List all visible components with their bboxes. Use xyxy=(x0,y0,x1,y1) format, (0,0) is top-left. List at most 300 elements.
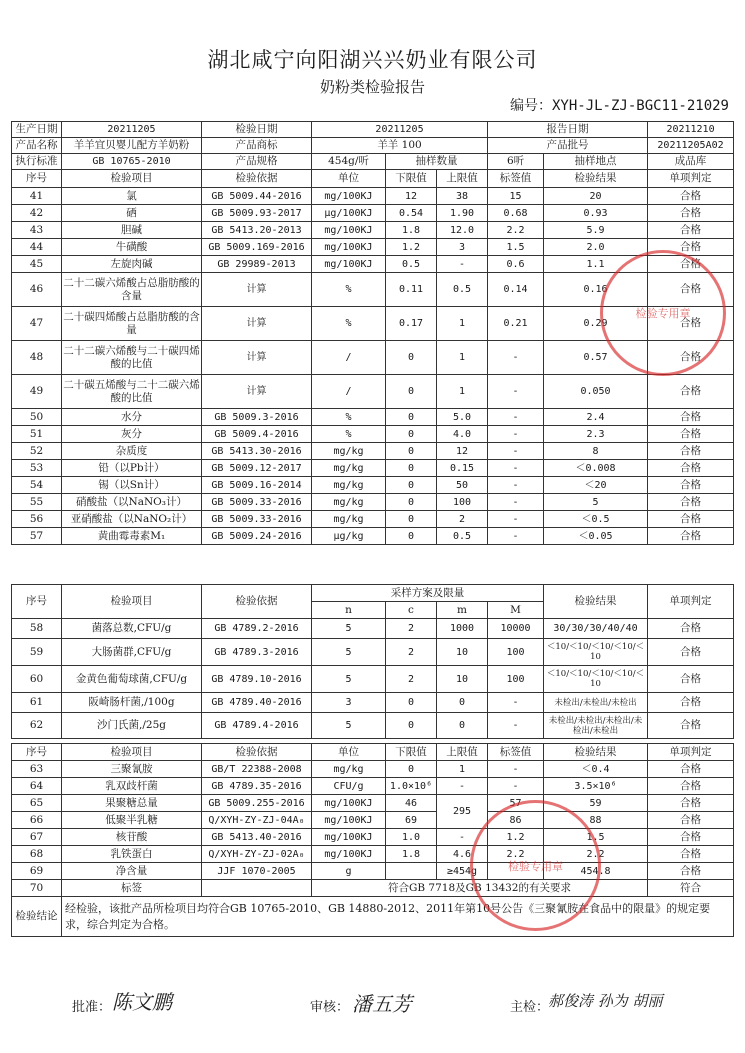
micro-header-no: 序号 xyxy=(12,585,62,619)
table-row xyxy=(12,188,734,205)
micro-header-row-1 xyxy=(12,585,734,602)
row-no: 55 xyxy=(12,494,62,511)
row-unit: mg/100KJ xyxy=(312,829,386,846)
report-date: 20211210 xyxy=(648,122,734,138)
row-unit: mg/kg xyxy=(312,511,386,528)
row-n: 5 xyxy=(312,639,386,666)
table-row xyxy=(12,341,734,375)
row-verdict: 合格 xyxy=(648,273,734,307)
row-n: 5 xyxy=(312,666,386,693)
row-basis: GB 5413.40-2016 xyxy=(202,829,312,846)
header-result: 检验结果 xyxy=(544,170,648,188)
table-row xyxy=(12,494,734,511)
row-result: 59 xyxy=(544,795,648,812)
row-basis: GB 5009.4-2016 xyxy=(202,426,312,443)
row-lower: 0 xyxy=(386,477,437,494)
row-basis: 计算 xyxy=(202,273,312,307)
conclusion-row xyxy=(12,897,734,937)
row-label: - xyxy=(488,460,544,477)
row-item: 阪崎肠杆菌,/100g xyxy=(62,693,202,713)
row-no: 44 xyxy=(12,239,62,256)
row-no: 57 xyxy=(12,528,62,545)
row-item: 杂质度 xyxy=(62,443,202,460)
row-item: 胆碱 xyxy=(62,222,202,239)
row-verdict: 合格 xyxy=(648,477,734,494)
row-unit: mg/kg xyxy=(312,477,386,494)
micro-header-basis: 检验依据 xyxy=(202,585,312,619)
row-verdict: 合格 xyxy=(648,761,734,778)
row-label: - xyxy=(488,511,544,528)
info-row-2 xyxy=(12,138,734,154)
row-unit: mg/100KJ xyxy=(312,188,386,205)
row-upper: 4.6 xyxy=(437,846,488,863)
header-item: 检验项目 xyxy=(62,170,202,188)
row-item: 硝酸盐（以NaNO₃计） xyxy=(62,494,202,511)
row-basis: 计算 xyxy=(202,341,312,375)
conclusion-text: 经检验，该批产品所检项目均符合GB 10765-2010、GB 14880-2012、2011年第10号公告《三聚氰胺在食品中的限量》的规定要求，综合判定为合格。 xyxy=(62,897,734,937)
row-result: 5 xyxy=(544,494,648,511)
micro-header-verdict: 单项判定 xyxy=(648,585,734,619)
prod-date-label: 生产日期 xyxy=(12,122,62,138)
row-result: 30/30/30/40/40 xyxy=(544,619,648,639)
row-lower: 0 xyxy=(386,494,437,511)
row-no: 63 xyxy=(12,761,62,778)
row-basis xyxy=(202,880,312,897)
row-no: 59 xyxy=(12,639,62,666)
row-verdict: 合格 xyxy=(648,460,734,477)
approve-label: 批准： xyxy=(72,1000,112,1015)
row-no: 68 xyxy=(12,846,62,863)
row-item: 锡（以Sn计） xyxy=(62,477,202,494)
row-verdict: 合格 xyxy=(648,239,734,256)
row-verdict: 合格 xyxy=(648,829,734,846)
row-verdict: 合格 xyxy=(648,426,734,443)
sample-place-label: 抽样地点 xyxy=(544,154,648,170)
row-no: 46 xyxy=(12,273,62,307)
row-verdict: 合格 xyxy=(648,666,734,693)
table-row xyxy=(12,666,734,693)
review-label: 审核： xyxy=(310,1000,350,1015)
row-verdict: 合格 xyxy=(648,443,734,460)
table-header-row xyxy=(12,170,734,188)
row-item: 二十碳五烯酸与二十二碳六烯酸的比值 xyxy=(62,375,202,409)
row-item: 乳铁蛋白 xyxy=(62,846,202,863)
trademark-label: 产品商标 xyxy=(202,138,312,154)
row-lower: 0.11 xyxy=(386,273,437,307)
table-row xyxy=(12,409,734,426)
row-lower: 0 xyxy=(386,375,437,409)
row-lower: 1.0×10⁶ xyxy=(386,778,437,795)
row-c: 0 xyxy=(386,693,437,713)
row-lower: 1.8 xyxy=(386,222,437,239)
row-label: - xyxy=(488,341,544,375)
row-label: 2.2 xyxy=(488,222,544,239)
row-no: 49 xyxy=(12,375,62,409)
row-label xyxy=(488,863,544,880)
spec: 454g/听 xyxy=(312,154,386,170)
row-upper: 5.0 xyxy=(437,409,488,426)
other-header-lower: 下限值 xyxy=(386,744,437,761)
row-label: - xyxy=(488,494,544,511)
row-item: 三聚氰胺 xyxy=(62,761,202,778)
row-no: 50 xyxy=(12,409,62,426)
row-basis: GB 5009.255-2016 xyxy=(202,795,312,812)
row-no: 62 xyxy=(12,713,62,739)
row-unit: g xyxy=(312,863,386,880)
row-result: ＜0.4 xyxy=(544,761,648,778)
row-item: 二十碳四烯酸占总脂肪酸的含量 xyxy=(62,307,202,341)
row-result: 1.1 xyxy=(544,256,648,273)
other-header-no: 序号 xyxy=(12,744,62,761)
row-lower: 1.2 xyxy=(386,239,437,256)
row-no: 41 xyxy=(12,188,62,205)
row-upper: 12 xyxy=(437,443,488,460)
row-no: 52 xyxy=(12,443,62,460)
row-M: 100 xyxy=(488,666,544,693)
row-unit: % xyxy=(312,409,386,426)
row-no: 64 xyxy=(12,778,62,795)
row-item: 黄曲霉毒素M₁ xyxy=(62,528,202,545)
row-basis: GB 5413.30-2016 xyxy=(202,443,312,460)
row-unit: % xyxy=(312,307,386,341)
row-lower: 69 xyxy=(386,812,437,829)
row-upper: - xyxy=(437,829,488,846)
table-row xyxy=(12,273,734,307)
row-item: 核苷酸 xyxy=(62,829,202,846)
row-upper: 0.5 xyxy=(437,528,488,545)
review-signature: 潘五芳 xyxy=(352,992,412,1016)
test-label: 主检： xyxy=(510,1000,550,1015)
row-basis: GB 5009.169-2016 xyxy=(202,239,312,256)
row-item: 牛磺酸 xyxy=(62,239,202,256)
table-row xyxy=(12,375,734,409)
row-lower: 0 xyxy=(386,409,437,426)
row-unit: mg/100KJ xyxy=(312,795,386,812)
company-title: 湖北咸宁向阳湖兴兴奶业有限公司 xyxy=(207,48,538,72)
row-item: 低聚半乳糖 xyxy=(62,812,202,829)
row-lower: 0.17 xyxy=(386,307,437,341)
row-c: 0 xyxy=(386,713,437,739)
row-m: 10 xyxy=(437,666,488,693)
table-row xyxy=(12,511,734,528)
row-basis: GB 4789.4-2016 xyxy=(202,713,312,739)
table-row xyxy=(12,713,734,739)
other-items-table xyxy=(11,743,734,937)
row-upper: 1 xyxy=(437,307,488,341)
row-lower: 1.0 xyxy=(386,829,437,846)
table-row xyxy=(12,863,734,880)
row-item: 氯 xyxy=(62,188,202,205)
table-row xyxy=(12,239,734,256)
row-verdict: 合格 xyxy=(648,307,734,341)
row-unit: mg/100KJ xyxy=(312,846,386,863)
other-header-row xyxy=(12,744,734,761)
row-basis: GB/T 22388-2008 xyxy=(202,761,312,778)
other-header-unit: 单位 xyxy=(312,744,386,761)
row-verdict: 合格 xyxy=(648,846,734,863)
row-n: 5 xyxy=(312,619,386,639)
row-result: 1.5 xyxy=(544,829,648,846)
sample-qty: 6听 xyxy=(488,154,544,170)
row-no: 53 xyxy=(12,460,62,477)
row-M: 100 xyxy=(488,639,544,666)
row-c: 2 xyxy=(386,619,437,639)
row-upper: 3 xyxy=(437,239,488,256)
row-lower: 0 xyxy=(386,528,437,545)
table-row xyxy=(12,846,734,863)
sample-qty-label: 抽样数量 xyxy=(386,154,488,170)
row-basis: GB 4789.10-2016 xyxy=(202,666,312,693)
row-upper: 295 xyxy=(437,795,488,829)
row-basis: GB 29989-2013 xyxy=(202,256,312,273)
row-basis: 计算 xyxy=(202,307,312,341)
row-item: 亚硝酸盐（以NaNO₂计） xyxy=(62,511,202,528)
row-no: 70 xyxy=(12,880,62,897)
row-verdict: 合格 xyxy=(648,188,734,205)
row-no: 60 xyxy=(12,666,62,693)
row-no: 65 xyxy=(12,795,62,812)
row-verdict: 合格 xyxy=(648,619,734,639)
table-row xyxy=(12,307,734,341)
row-lower: 0.54 xyxy=(386,205,437,222)
row-verdict: 合格 xyxy=(648,778,734,795)
row-basis: GB 5009.12-2017 xyxy=(202,460,312,477)
row-basis: Q/XYH-ZY-ZJ-02A₀ xyxy=(202,846,312,863)
row-result: 0.050 xyxy=(544,375,648,409)
table-row xyxy=(12,812,734,829)
row-item: 沙门氏菌,/25g xyxy=(62,713,202,739)
row-basis: GB 5009.3-2016 xyxy=(202,409,312,426)
row-label: 1.2 xyxy=(488,829,544,846)
row-unit: % xyxy=(312,426,386,443)
row-label: 0.21 xyxy=(488,307,544,341)
row-upper: 4.0 xyxy=(437,426,488,443)
row-item: 标签 xyxy=(62,880,202,897)
row-label: - xyxy=(488,761,544,778)
row-label: - xyxy=(488,528,544,545)
table-row xyxy=(12,639,734,666)
row-result: ＜10/＜10/＜10/＜10/＜10 xyxy=(544,666,648,693)
row-upper: 50 xyxy=(437,477,488,494)
row-label: 86 xyxy=(488,812,544,829)
row-item: 菌落总数,CFU/g xyxy=(62,619,202,639)
row-lower: 0 xyxy=(386,761,437,778)
row-upper: 100 xyxy=(437,494,488,511)
other-header-verdict: 单项判定 xyxy=(648,744,734,761)
row-verdict: 合格 xyxy=(648,511,734,528)
row-label: 0.14 xyxy=(488,273,544,307)
prod-name-label: 产品名称 xyxy=(12,138,62,154)
row-M: 10000 xyxy=(488,619,544,639)
row-result: ＜0.5 xyxy=(544,511,648,528)
row-lower: 0.5 xyxy=(386,256,437,273)
row-item: 左旋肉碱 xyxy=(62,256,202,273)
row-unit: / xyxy=(312,375,386,409)
row-upper: 1 xyxy=(437,375,488,409)
row-upper: - xyxy=(437,256,488,273)
test-signature: 郝俊涛 孙为 胡丽 xyxy=(548,992,663,1010)
row-verdict: 合格 xyxy=(648,256,734,273)
row-no: 66 xyxy=(12,812,62,829)
row-unit: mg/100KJ xyxy=(312,812,386,829)
row-label: 2.2 xyxy=(488,846,544,863)
row-unit: mg/100KJ xyxy=(312,222,386,239)
row-basis: GB 5009.44-2016 xyxy=(202,188,312,205)
row-basis: GB 4789.35-2016 xyxy=(202,778,312,795)
header-lower: 下限值 xyxy=(386,170,437,188)
table-row xyxy=(12,477,734,494)
row-result: 2.0 xyxy=(544,239,648,256)
row-verdict: 合格 xyxy=(648,409,734,426)
header-no: 序号 xyxy=(12,170,62,188)
micro-header-n: n xyxy=(312,602,386,619)
row-verdict: 合格 xyxy=(648,494,734,511)
row-c: 2 xyxy=(386,639,437,666)
row-result: ＜0.05 xyxy=(544,528,648,545)
row-n: 3 xyxy=(312,693,386,713)
stamp-text-bottom: 检验专用章 xyxy=(508,859,563,873)
row-basis: GB 5009.16-2014 xyxy=(202,477,312,494)
micro-header-item: 检验项目 xyxy=(62,585,202,619)
table-row xyxy=(12,693,734,713)
test-date-label: 检验日期 xyxy=(202,122,312,138)
row-item: 灰分 xyxy=(62,426,202,443)
row-basis: GB 5009.93-2017 xyxy=(202,205,312,222)
row-verdict: 合格 xyxy=(648,812,734,829)
other-header-item: 检验项目 xyxy=(62,744,202,761)
row-basis: GB 4789.40-2016 xyxy=(202,693,312,713)
row-item: 金黄色葡萄球菌,CFU/g xyxy=(62,666,202,693)
row-lower: 12 xyxy=(386,188,437,205)
row-result: 0.93 xyxy=(544,205,648,222)
row-requirement: 符合GB 7718及GB 13432的有关要求 xyxy=(312,880,648,897)
prod-name: 羊羊宜贝婴儿配方羊奶粉 xyxy=(62,138,202,154)
row-result: ＜0.008 xyxy=(544,460,648,477)
row-item: 水分 xyxy=(62,409,202,426)
row-item: 二十二碳六烯酸与二十碳四烯酸的比值 xyxy=(62,341,202,375)
micro-header-result: 检验结果 xyxy=(544,585,648,619)
table-row xyxy=(12,795,734,812)
header-verdict: 单项判定 xyxy=(648,170,734,188)
row-unit: / xyxy=(312,341,386,375)
table-row xyxy=(12,256,734,273)
header-label: 标签值 xyxy=(488,170,544,188)
other-header-basis: 检验依据 xyxy=(202,744,312,761)
table-row xyxy=(12,205,734,222)
row-no: 43 xyxy=(12,222,62,239)
row-m: 10 xyxy=(437,639,488,666)
row-unit: mg/100KJ xyxy=(312,239,386,256)
microbiology-table xyxy=(11,584,734,739)
report-date-label: 报告日期 xyxy=(488,122,648,138)
table-row xyxy=(12,880,734,897)
row-result: ＜10/＜10/＜10/＜10/＜10 xyxy=(544,639,648,666)
row-upper: 0.5 xyxy=(437,273,488,307)
spec-label: 产品规格 xyxy=(202,154,312,170)
row-basis: GB 5009.33-2016 xyxy=(202,494,312,511)
row-result: 0.29 xyxy=(544,307,648,341)
standard-label: 执行标准 xyxy=(12,154,62,170)
row-label: - xyxy=(488,477,544,494)
row-item: 硒 xyxy=(62,205,202,222)
row-lower: 0 xyxy=(386,426,437,443)
row-item: 铅（以Pb计） xyxy=(62,460,202,477)
other-header-result: 检验结果 xyxy=(544,744,648,761)
row-verdict: 合格 xyxy=(648,863,734,880)
row-item: 大肠菌群,CFU/g xyxy=(62,639,202,666)
test-date: 20211205 xyxy=(312,122,488,138)
table-row xyxy=(12,443,734,460)
row-label: - xyxy=(488,375,544,409)
row-upper: 38 xyxy=(437,188,488,205)
row-upper: 1 xyxy=(437,341,488,375)
row-basis: GB 5009.24-2016 xyxy=(202,528,312,545)
row-basis: GB 4789.3-2016 xyxy=(202,639,312,666)
row-label: 57 xyxy=(488,795,544,812)
conclusion-label: 检验结论 xyxy=(12,897,62,937)
row-unit: mg/kg xyxy=(312,761,386,778)
chemistry-table xyxy=(11,121,734,545)
report-number: 编号：XYH-JL-ZJ-BGC11-21029 xyxy=(509,98,729,114)
row-no: 51 xyxy=(12,426,62,443)
row-label: 0.6 xyxy=(488,256,544,273)
row-upper: 2 xyxy=(437,511,488,528)
row-result: 2.2 xyxy=(544,846,648,863)
micro-header-m: m xyxy=(437,602,488,619)
row-label: - xyxy=(488,426,544,443)
row-no: 61 xyxy=(12,693,62,713)
row-upper: 0.15 xyxy=(437,460,488,477)
row-no: 67 xyxy=(12,829,62,846)
row-item: 果聚糖总量 xyxy=(62,795,202,812)
micro-header-M: M xyxy=(488,602,544,619)
row-label: - xyxy=(488,409,544,426)
table-row xyxy=(12,778,734,795)
info-row-3 xyxy=(12,154,734,170)
row-label: 1.5 xyxy=(488,239,544,256)
table-row xyxy=(12,528,734,545)
row-upper: 1 xyxy=(437,761,488,778)
row-M: - xyxy=(488,693,544,713)
row-lower: 1.8 xyxy=(386,846,437,863)
table-row xyxy=(12,829,734,846)
stamp-text: 检验专用章 xyxy=(635,307,691,320)
row-verdict: 合格 xyxy=(648,205,734,222)
table-row xyxy=(12,222,734,239)
row-lower: 0 xyxy=(386,511,437,528)
row-no: 54 xyxy=(12,477,62,494)
row-result: 0.57 xyxy=(544,341,648,375)
table-row xyxy=(12,426,734,443)
row-result: 0.16 xyxy=(544,273,648,307)
row-result: 88 xyxy=(544,812,648,829)
row-unit: mg/kg xyxy=(312,460,386,477)
row-verdict: 合格 xyxy=(648,795,734,812)
row-m: 0 xyxy=(437,693,488,713)
row-unit: CFU/g xyxy=(312,778,386,795)
row-n: 5 xyxy=(312,713,386,739)
row-result: ＜20 xyxy=(544,477,648,494)
info-row-1 xyxy=(12,122,734,138)
table-row xyxy=(12,460,734,477)
prod-date: 20211205 xyxy=(62,122,202,138)
other-header-label: 标签值 xyxy=(488,744,544,761)
row-unit: mg/kg xyxy=(312,443,386,460)
row-unit: μg/kg xyxy=(312,528,386,545)
row-lower: 0 xyxy=(386,460,437,477)
row-unit: mg/100KJ xyxy=(312,256,386,273)
row-result: 2.3 xyxy=(544,426,648,443)
